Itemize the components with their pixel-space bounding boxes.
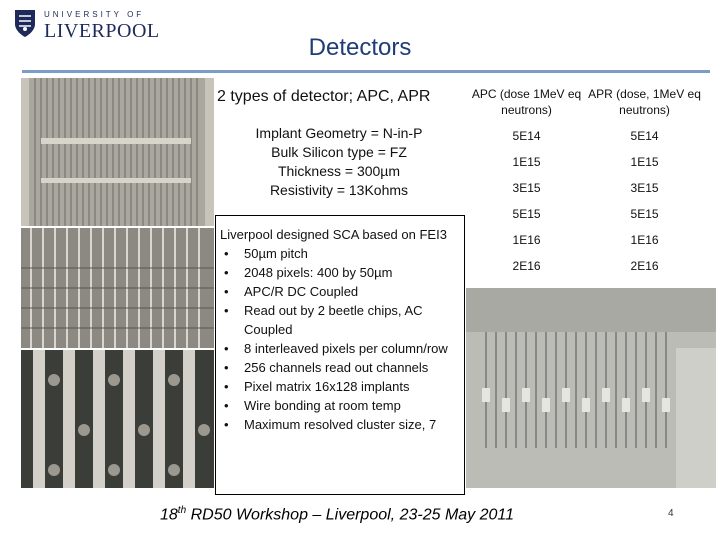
page-number: 4 (668, 508, 674, 519)
dose-table (468, 81, 704, 279)
spec-line: Resistivity = 13Kohms (269, 182, 409, 198)
table-header-row (468, 81, 704, 123)
detector-description (220, 225, 460, 434)
logo-name: LIVERPOOL (44, 20, 160, 42)
column-header-apc: APC (dose 1MeV eq neutrons) (471, 87, 582, 117)
feature-item: • Maximum resolved cluster size, 7 (220, 415, 460, 434)
feature-item: • 256 channels read out channels (220, 358, 460, 377)
apc-dose-cell: 1E15 (512, 155, 541, 169)
spec-line: Thickness = 300µm (277, 163, 401, 179)
table-row (468, 123, 704, 149)
table-row (468, 149, 704, 175)
apc-dose-cell: 1E16 (512, 233, 541, 247)
detector-specs (217, 124, 461, 200)
footer-text: RD50 Workshop – Liverpool, 23-25 May 2011 (186, 506, 515, 524)
table-row (468, 227, 704, 253)
feature-item: • APC/R DC Coupled (220, 282, 460, 301)
apr-dose-cell: 5E14 (630, 129, 659, 143)
apr-dose-cell: 3E15 (630, 181, 659, 195)
detector-photo-bonds (466, 288, 716, 488)
description-intro: Liverpool designed SCA based on FEI3 (220, 227, 447, 242)
apc-dose-cell: 2E16 (512, 259, 541, 273)
apc-dose-cell: 5E14 (512, 129, 541, 143)
apr-dose-cell: 1E15 (630, 155, 659, 169)
apr-dose-cell: 1E16 (630, 233, 659, 247)
feature-item: • 2048 pixels: 400 by 50µm (220, 263, 460, 282)
apr-dose-cell: 2E16 (630, 259, 659, 273)
footer-ordinal-number: 18 (160, 506, 178, 524)
slide-title: Detectors (308, 34, 412, 61)
apc-dose-cell: 5E15 (512, 207, 541, 221)
feature-list (220, 244, 460, 434)
detector-types-heading: 2 types of detector; APC, APR (217, 88, 431, 105)
feature-item: • Pixel matrix 16x128 implants (220, 377, 460, 396)
logo-university-line: UNIVERSITY OF (44, 10, 145, 19)
column-header-apr: APR (dose, 1MeV eq neutrons) (588, 87, 701, 117)
table-row (468, 253, 704, 279)
table-row (468, 201, 704, 227)
detector-photo-strips (21, 350, 214, 488)
title-underline (22, 70, 710, 73)
spec-line: Bulk Silicon type = FZ (271, 144, 407, 160)
feature-item: • Read out by 2 beetle chips, AC Coupled (220, 301, 460, 339)
feature-item: • 8 interleaved pixels per column/row (220, 339, 460, 358)
feature-item: • 50µm pitch (220, 244, 460, 263)
feature-item: • Wire bonding at room temp (220, 396, 460, 415)
table-row (468, 175, 704, 201)
apr-dose-cell: 5E15 (630, 207, 659, 221)
footer-workshop (160, 505, 514, 524)
detector-photo-wirebonds (21, 78, 214, 226)
detector-photo-pixel-array (21, 228, 214, 348)
footer-ordinal-suffix: th (177, 505, 187, 516)
apc-dose-cell: 3E15 (512, 181, 541, 195)
spec-line: Implant Geometry = N-in-P (255, 125, 423, 141)
